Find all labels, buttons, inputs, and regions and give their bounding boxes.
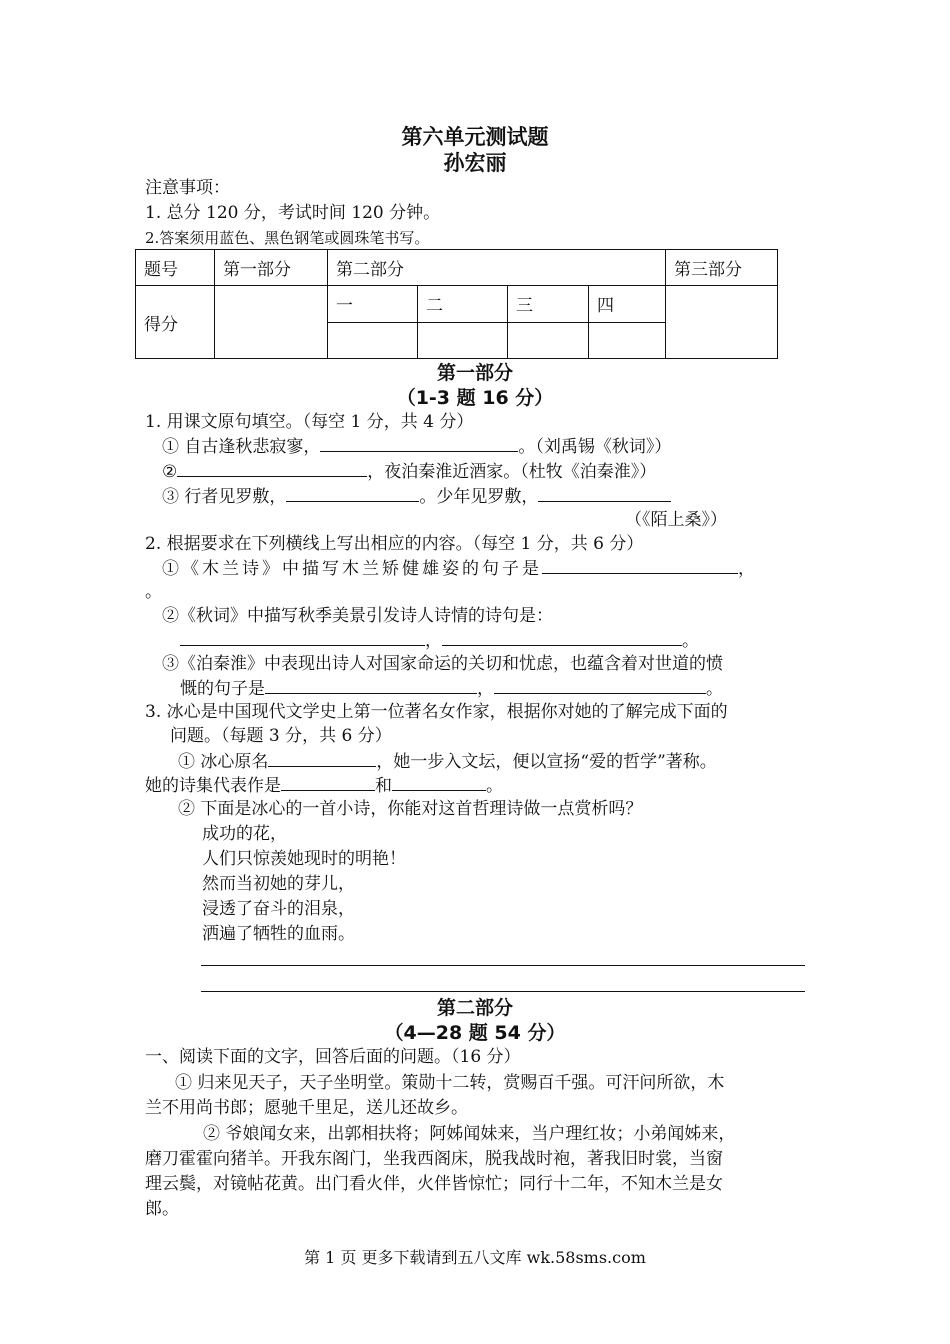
- q1-item-a: [162, 434, 671, 459]
- score-cell-sub-3[interactable]: [508, 322, 589, 358]
- q3-item-a: [178, 749, 717, 774]
- part1-range: （1-3 题 16 分）: [396, 387, 554, 409]
- score-sub-label-1: 一: [328, 286, 418, 322]
- score-sub-label-3: 三: [508, 286, 589, 322]
- part1-heading: 第一部分: [436, 362, 513, 384]
- notice-item-2: 2.答案须用蓝色、黑色钢笔或圆珠笔书写。: [145, 229, 430, 247]
- score-cell-part3[interactable]: [666, 286, 778, 359]
- passage-line: 磨刀霍霍向猪羊。开我东阁门，坐我西阁床，脱我战时袍，著我旧时裳，当窗: [145, 1149, 723, 1169]
- q1-c-blank-1[interactable]: [286, 484, 419, 502]
- q2-a-text: ①《木兰诗》中描写木兰矫健雄姿的句子是: [162, 559, 542, 579]
- passage-line: ② 爷娘闻女来，出郭相扶将；阿姊闻妹来，当户理红妆；小弟闻姊来，: [203, 1124, 736, 1144]
- q1-b-blank[interactable]: [177, 459, 367, 477]
- score-col-label: 题号: [136, 250, 215, 286]
- page-title: 第六单元测试题: [401, 125, 549, 149]
- q3-a-blank[interactable]: [268, 749, 376, 767]
- q2-item-b-blanks: [180, 628, 699, 653]
- q3-a-text: ① 冰心原名: [178, 752, 269, 772]
- q3-b-text: ② 下面是冰心的一首小诗，你能对这首哲理诗做一点赏析吗？: [178, 799, 643, 819]
- q3-a2-text: 她的诗集代表作是: [145, 776, 281, 796]
- answer-line[interactable]: [201, 991, 805, 992]
- q2-item-a: [162, 556, 758, 581]
- q2-b-text: ②《秋词》中描写秋季美景引发诗人诗情的诗句是：: [162, 606, 553, 626]
- score-col-part2: 第二部分: [328, 250, 666, 286]
- score-cell-sub-1[interactable]: [328, 322, 418, 358]
- score-cell-sub-4[interactable]: [589, 322, 666, 358]
- q1-b-text: ②: [162, 462, 178, 482]
- q2-b-sep: ，: [425, 631, 442, 651]
- answer-line[interactable]: [201, 965, 805, 966]
- author-name: 孙宏丽: [443, 151, 507, 175]
- part2-range: （4—28 题 54 分）: [384, 1022, 566, 1044]
- q3-a2-mid: 和: [375, 776, 392, 796]
- score-sub-label-4: 四: [589, 286, 666, 322]
- poem-line: 成功的花，: [202, 824, 287, 844]
- q3-item-a2: [145, 773, 503, 798]
- poem-line: 人们只惊羡她现时的明艳！: [202, 849, 406, 869]
- q1-c-blank-2[interactable]: [538, 484, 671, 502]
- q2-b-blank-2[interactable]: [442, 628, 682, 646]
- q1-item-b: [162, 459, 656, 484]
- q2-b-end: 。: [682, 631, 699, 651]
- q2-item-c-blanks: [180, 676, 723, 701]
- passage-line: ① 归来见天子，天子坐明堂。策勋十二转，赏赐百千强。可汗问所欲，木: [175, 1073, 725, 1093]
- score-col-part1: 第一部分: [215, 250, 328, 286]
- score-col-part3: 第三部分: [666, 250, 778, 286]
- q1-c-text: ③ 行者见罗敷，: [162, 487, 287, 507]
- q1-a-blank[interactable]: [320, 434, 518, 452]
- q3-a-post: ，她一步入文坛，便以宣扬“爱的哲学”著称。: [376, 752, 717, 772]
- q2-c-blank-2[interactable]: [494, 676, 706, 694]
- q2-c-prefix: 慨的句子是: [180, 679, 265, 699]
- q1-c-mid: 。少年见罗敷，: [419, 487, 539, 507]
- poem-line: 浸透了奋斗的泪泉，: [202, 899, 355, 919]
- part2-heading: 第二部分: [436, 997, 513, 1019]
- q1-c-source: （《陌上桑》）: [625, 510, 727, 530]
- q1-item-c: [162, 484, 671, 509]
- q2-b-blank-1[interactable]: [180, 628, 425, 646]
- passage-line: 郎。: [145, 1199, 179, 1219]
- q1-a-text: ① 自古逢秋悲寂寥，: [162, 437, 321, 457]
- q2-a-sep: ，: [738, 559, 758, 579]
- q2-stem: 2. 根据要求在下列横线上写出相应的内容。（每空 1 分，共 6 分）: [145, 534, 644, 554]
- q1-stem: 1. 用课文原句填空。（每空 1 分，共 4 分）: [145, 412, 474, 432]
- q3-stem-1: 3. 冰心是中国现代文学史上第一位著名女作家，根据你对她的了解完成下面的: [145, 702, 728, 722]
- poem-line: 洒遍了牺牲的血雨。: [202, 924, 355, 944]
- passage-line: 理云鬓，对镜帖花黄。出门看火伴，火伴皆惊忙；同行十二年，不知木兰是女: [145, 1174, 723, 1194]
- q3-a2-blank-1[interactable]: [281, 773, 375, 791]
- poem-line: 然而当初她的芽儿，: [202, 874, 355, 894]
- q3-stem-2: 问题。（每题 3 分，共 6 分）: [170, 726, 392, 746]
- q1-b-source: ，夜泊秦淮近酒家。（杜牧《泊秦淮》）: [367, 462, 657, 482]
- score-cell-sub-2[interactable]: [418, 322, 508, 358]
- score-sub-label-2: 二: [418, 286, 508, 322]
- score-cell-part1[interactable]: [215, 286, 328, 359]
- notice-item-1: 1. 总分 120 分，考试时间 120 分钟。: [145, 203, 441, 223]
- q2-c-text: ③《泊秦淮》中表现出诗人对国家命运的关切和忧虑，也蕴含着对世道的愤: [162, 654, 723, 674]
- q1-a-source: 。（刘禹锡《秋词》）: [518, 437, 672, 457]
- q3-a2-blank-2[interactable]: [392, 773, 486, 791]
- notice-label: 注意事项：: [145, 178, 230, 198]
- q2-c-blank-1[interactable]: [265, 676, 477, 694]
- q2-c-end: 。: [706, 679, 723, 699]
- passage-line: 兰不用尚书郎；愿驰千里足，送儿还故乡。: [145, 1098, 468, 1118]
- page-footer: 第 1 页 更多下载请到五八文库 wk.58sms.com: [304, 1248, 646, 1267]
- q2-a-blank-1[interactable]: [542, 556, 738, 574]
- q3-a2-end: 。: [486, 776, 503, 796]
- q2-a-end: 。: [145, 582, 162, 602]
- part2-intro: 一、阅读下面的文字，回答后面的问题。（16 分）: [145, 1047, 521, 1067]
- q2-c-sep: ，: [477, 679, 494, 699]
- score-row-label: 得分: [136, 286, 215, 359]
- score-table: [135, 249, 778, 359]
